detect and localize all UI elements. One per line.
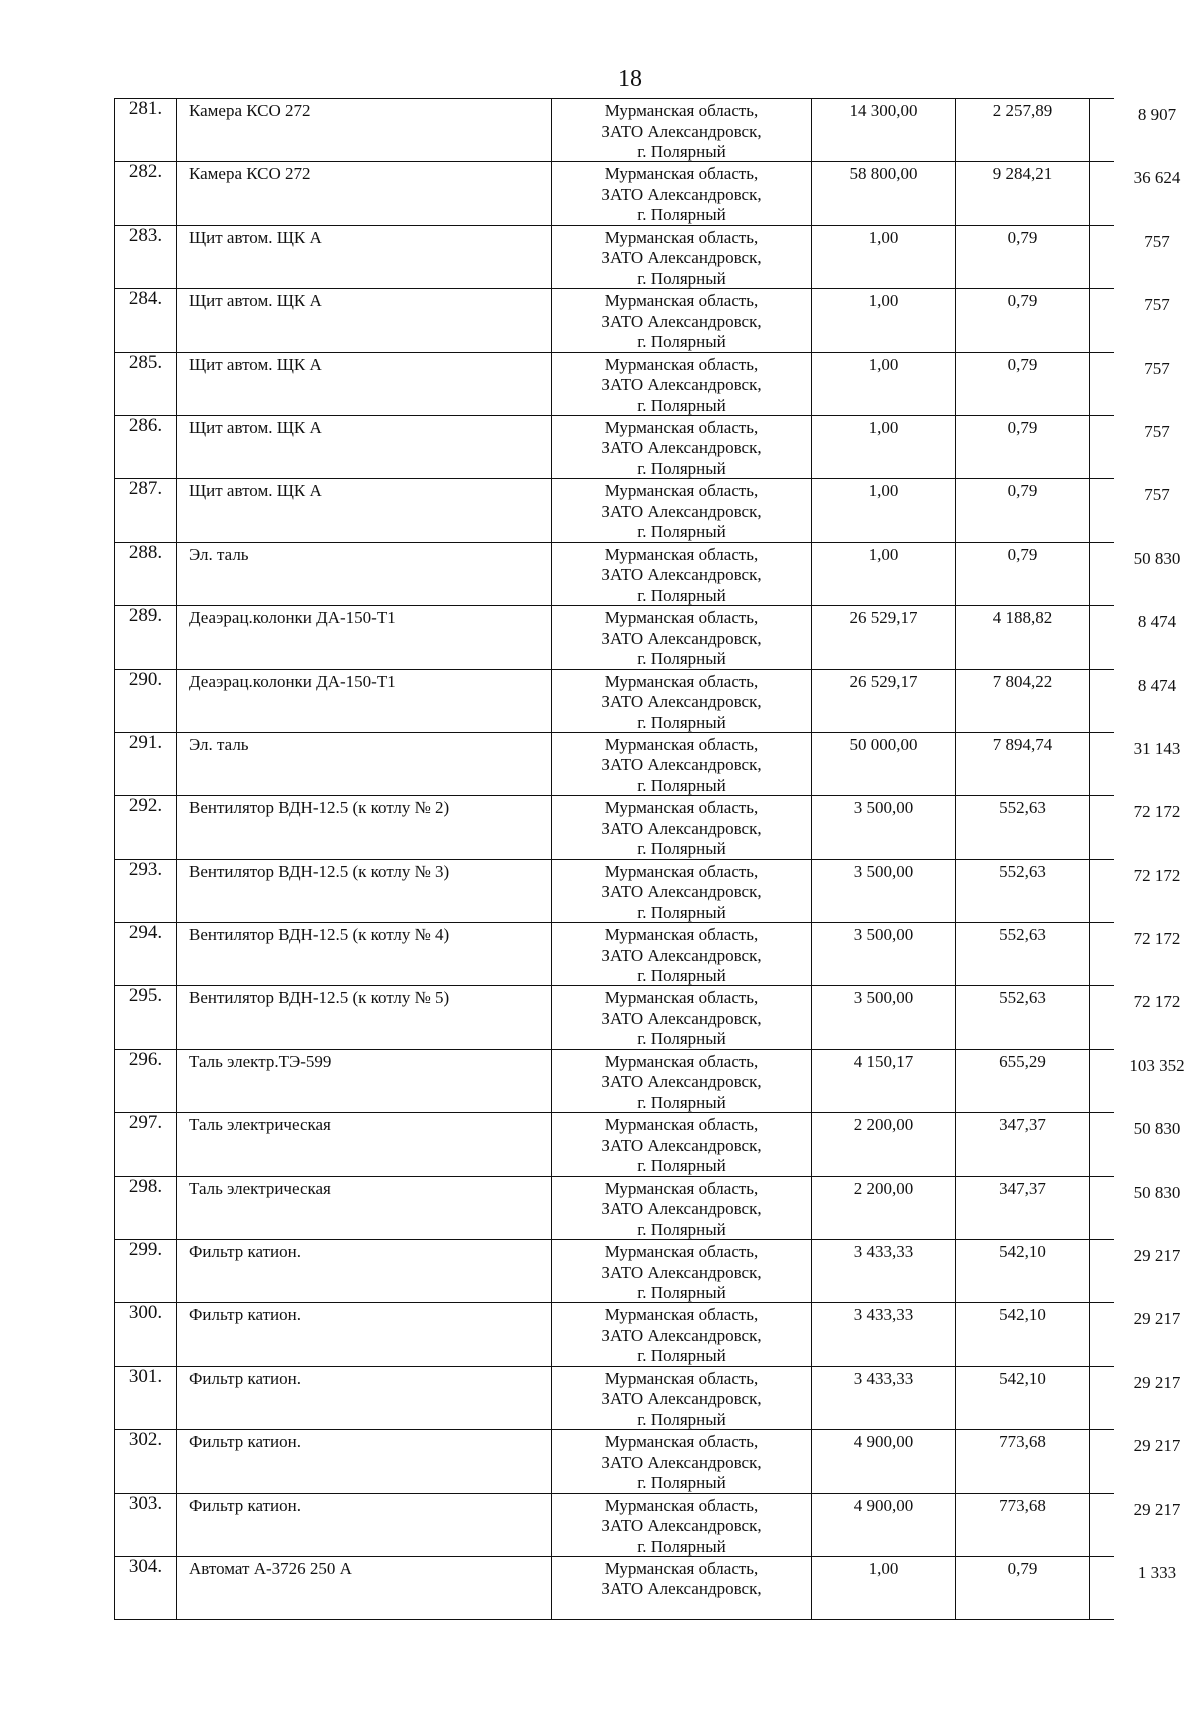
- item-address: [551, 860, 811, 922]
- item-name: Таль электр.ТЭ-599: [176, 1050, 551, 1112]
- value-3: 8 474: [1089, 606, 1200, 668]
- value-2: 9 284,21: [955, 162, 1089, 224]
- address-line: Мурманская область,: [604, 1495, 759, 1515]
- address-line: ЗАТО Александровск,: [601, 438, 762, 458]
- value-1: 1,00: [811, 479, 955, 541]
- address-line: ЗАТО Александровск,: [601, 375, 762, 395]
- value-3: 72 172: [1089, 860, 1200, 922]
- item-address: [551, 226, 811, 288]
- table-row: [114, 605, 1177, 669]
- address-line: г. Полярный: [637, 1346, 726, 1366]
- table-row: [114, 1493, 1181, 1556]
- row-number: 286.: [114, 416, 176, 478]
- address-line: ЗАТО Александровск,: [601, 121, 762, 141]
- item-name: Вентилятор ВДН-12.5 (к котлу № 3): [176, 860, 551, 922]
- row-number: 285.: [114, 353, 176, 415]
- item-address: [551, 1050, 811, 1112]
- value-3: 1 333: [1089, 1557, 1200, 1619]
- table-row: [114, 985, 1181, 1049]
- value-1: 4 900,00: [811, 1430, 955, 1492]
- item-name: Деаэрац.колонки ДА-150-Т1: [176, 670, 551, 732]
- row-number: 295.: [114, 986, 176, 1048]
- value-2: 4 188,82: [955, 606, 1089, 668]
- address-line: Мурманская область,: [604, 925, 759, 945]
- item-name: Камера КСО 272: [176, 162, 551, 224]
- value-2: 0,79: [955, 353, 1089, 415]
- value-2: 552,63: [955, 923, 1089, 985]
- value-1: 3 433,33: [811, 1240, 955, 1302]
- item-name: Фильтр катион.: [176, 1494, 551, 1556]
- row-number: 287.: [114, 479, 176, 541]
- address-line: Мурманская область,: [604, 291, 759, 311]
- value-3: 8 474: [1089, 670, 1200, 732]
- item-address: [551, 416, 811, 478]
- item-name: Щит автом. ЩК А: [176, 226, 551, 288]
- item-address: [551, 289, 811, 351]
- item-address: [551, 796, 811, 858]
- address-line: г. Полярный: [637, 1219, 726, 1239]
- item-name: Таль электрическая: [176, 1113, 551, 1175]
- row-number: 304.: [114, 1557, 176, 1619]
- value-3: 757: [1089, 226, 1200, 288]
- address-line: ЗАТО Александровск,: [601, 692, 762, 712]
- value-2: 542,10: [955, 1240, 1089, 1302]
- value-3: 50 830: [1089, 543, 1200, 605]
- item-name: Эл. таль: [176, 543, 551, 605]
- value-1: 3 500,00: [811, 986, 955, 1048]
- address-line: г. Полярный: [637, 142, 726, 161]
- item-name: Фильтр катион.: [176, 1367, 551, 1429]
- table-row: [114, 1112, 1181, 1176]
- item-address: [551, 1494, 811, 1556]
- value-3: 72 172: [1089, 796, 1200, 858]
- value-1: 3 500,00: [811, 860, 955, 922]
- address-line: г. Полярный: [637, 1156, 726, 1176]
- value-3: 29 217: [1089, 1494, 1200, 1556]
- row-number: 296.: [114, 1050, 176, 1112]
- address-line: ЗАТО Александровск,: [601, 311, 762, 331]
- table-row: [114, 161, 1181, 225]
- value-3: 36 624: [1089, 162, 1200, 224]
- value-1: 26 529,17: [811, 606, 955, 668]
- address-line: ЗАТО Александровск,: [601, 1516, 762, 1536]
- item-address: [551, 353, 811, 415]
- value-2: 0,79: [955, 543, 1089, 605]
- table-row: [114, 1366, 1181, 1429]
- address-line: ЗАТО Александровск,: [601, 1325, 762, 1345]
- address-line: Мурманская область,: [604, 481, 759, 501]
- item-name: Таль электрическая: [176, 1177, 551, 1239]
- table-row: [114, 669, 1177, 732]
- item-name: Камера КСО 272: [176, 99, 551, 161]
- address-line: Мурманская область,: [604, 671, 759, 691]
- table-row: [114, 1049, 1185, 1112]
- item-address: [551, 733, 811, 795]
- address-line: ЗАТО Александровск,: [601, 945, 762, 965]
- row-number: 281.: [114, 99, 176, 161]
- value-2: 0,79: [955, 479, 1089, 541]
- page-number: 18: [618, 66, 642, 92]
- address-line: Мурманская область,: [604, 1305, 759, 1325]
- value-1: 3 500,00: [811, 796, 955, 858]
- address-line: г. Полярный: [637, 712, 726, 732]
- value-3: 31 143: [1089, 733, 1200, 795]
- row-number: 300.: [114, 1303, 176, 1365]
- value-3: 50 830: [1089, 1113, 1200, 1175]
- value-3: 29 217: [1089, 1367, 1200, 1429]
- item-name: Автомат А-3726 250 А: [176, 1557, 551, 1619]
- table-row: [114, 225, 1170, 288]
- address-line: ЗАТО Александровск,: [601, 1389, 762, 1409]
- table-row: [114, 922, 1181, 986]
- asset-table: [114, 98, 1185, 1620]
- address-line: Мурманская область,: [604, 1115, 759, 1135]
- value-3: 8 907: [1089, 99, 1200, 161]
- item-address: [551, 1367, 811, 1429]
- value-1: 1,00: [811, 353, 955, 415]
- address-line: Мурманская область,: [604, 164, 759, 184]
- table-row: [114, 352, 1170, 415]
- address-line: ЗАТО Александровск,: [601, 1008, 762, 1028]
- address-line: Мурманская область,: [604, 734, 759, 754]
- address-line: ЗАТО Александровск,: [601, 501, 762, 521]
- item-address: [551, 1303, 811, 1365]
- value-3: 29 217: [1089, 1240, 1200, 1302]
- address-line: ЗАТО Александровск,: [601, 565, 762, 585]
- address-line: г. Полярный: [637, 1409, 726, 1429]
- item-name: Вентилятор ВДН-12.5 (к котлу № 5): [176, 986, 551, 1048]
- value-1: 14 300,00: [811, 99, 955, 161]
- value-2: 0,79: [955, 289, 1089, 351]
- value-1: 58 800,00: [811, 162, 955, 224]
- address-line: г. Полярный: [637, 205, 726, 225]
- value-1: 1,00: [811, 1557, 955, 1619]
- address-line: Мурманская область,: [604, 1558, 759, 1578]
- item-address: [551, 162, 811, 224]
- address-line: Мурманская область,: [604, 798, 759, 818]
- value-2: 0,79: [955, 416, 1089, 478]
- row-number: 283.: [114, 226, 176, 288]
- item-name: Щит автом. ЩК А: [176, 416, 551, 478]
- address-line: г. Полярный: [637, 1283, 726, 1303]
- table-row: [114, 1239, 1181, 1303]
- address-line: г. Полярный: [637, 775, 726, 795]
- address-line: г. Полярный: [637, 1473, 726, 1493]
- value-3: 757: [1089, 353, 1200, 415]
- address-line: г. Полярный: [637, 395, 726, 415]
- address-line: Мурманская область,: [604, 1178, 759, 1198]
- row-number: 289.: [114, 606, 176, 668]
- address-line: Мурманская область,: [604, 861, 759, 881]
- row-number: 288.: [114, 543, 176, 605]
- address-line: Мурманская область,: [604, 417, 759, 437]
- value-2: 7 804,22: [955, 670, 1089, 732]
- row-number: 282.: [114, 162, 176, 224]
- address-line: г. Полярный: [637, 839, 726, 859]
- value-1: 1,00: [811, 226, 955, 288]
- address-line: Мурманская область,: [604, 1432, 759, 1452]
- address-line: г. Полярный: [637, 585, 726, 605]
- value-2: 655,29: [955, 1050, 1089, 1112]
- item-name: Щит автом. ЩК А: [176, 289, 551, 351]
- value-1: 1,00: [811, 416, 955, 478]
- item-name: Вентилятор ВДН-12.5 (к котлу № 2): [176, 796, 551, 858]
- value-1: 26 529,17: [811, 670, 955, 732]
- address-line: г. Полярный: [637, 1029, 726, 1049]
- address-line: Мурманская область,: [604, 101, 759, 120]
- value-2: 7 894,74: [955, 733, 1089, 795]
- value-3: 757: [1089, 416, 1200, 478]
- value-2: 347,37: [955, 1113, 1089, 1175]
- address-line: ЗАТО Александровск,: [601, 248, 762, 268]
- item-name: Вентилятор ВДН-12.5 (к котлу № 4): [176, 923, 551, 985]
- value-1: 1,00: [811, 543, 955, 605]
- address-line: ЗАТО Александровск,: [601, 184, 762, 204]
- value-2: 347,37: [955, 1177, 1089, 1239]
- table-row: [114, 415, 1170, 478]
- value-3: 757: [1089, 289, 1200, 351]
- row-number: 303.: [114, 1494, 176, 1556]
- row-number: 297.: [114, 1113, 176, 1175]
- value-3: 29 217: [1089, 1303, 1200, 1365]
- table-row: [114, 542, 1181, 605]
- address-line: Мурманская область,: [604, 354, 759, 374]
- address-line: ЗАТО Александровск,: [601, 1262, 762, 1282]
- value-3: 103 352: [1089, 1050, 1200, 1112]
- address-line: ЗАТО Александровск,: [601, 1579, 762, 1599]
- address-line: г. Полярный: [637, 1092, 726, 1112]
- table-row: [114, 1429, 1181, 1493]
- address-line: ЗАТО Александровск,: [601, 882, 762, 902]
- value-2: 542,10: [955, 1303, 1089, 1365]
- address-line: ЗАТО Александровск,: [601, 1452, 762, 1472]
- address-line: ЗАТО Александровск,: [601, 1135, 762, 1155]
- item-name: Эл. таль: [176, 733, 551, 795]
- value-2: 552,63: [955, 986, 1089, 1048]
- item-address: [551, 543, 811, 605]
- value-3: 50 830: [1089, 1177, 1200, 1239]
- item-address: [551, 923, 811, 985]
- value-1: 1,00: [811, 289, 955, 351]
- value-3: 757: [1089, 479, 1200, 541]
- row-number: 294.: [114, 923, 176, 985]
- item-address: [551, 1557, 811, 1619]
- address-line: ЗАТО Александровск,: [601, 628, 762, 648]
- address-line: Мурманская область,: [604, 608, 759, 628]
- item-address: [551, 1430, 811, 1492]
- item-address: [551, 1240, 811, 1302]
- address-line: Мурманская область,: [604, 988, 759, 1008]
- item-address: [551, 1177, 811, 1239]
- value-1: 3 433,33: [811, 1367, 955, 1429]
- table-row: [114, 1176, 1181, 1239]
- address-line: ЗАТО Александровск,: [601, 1072, 762, 1092]
- value-2: 0,79: [955, 226, 1089, 288]
- item-address: [551, 670, 811, 732]
- value-2: 552,63: [955, 796, 1089, 858]
- item-address: [551, 479, 811, 541]
- table-row: [114, 1302, 1181, 1366]
- table-row: [114, 478, 1170, 542]
- value-2: 773,68: [955, 1430, 1089, 1492]
- row-number: 298.: [114, 1177, 176, 1239]
- item-address: [551, 606, 811, 668]
- value-2: 773,68: [955, 1494, 1089, 1556]
- item-name: Деаэрац.колонки ДА-150-Т1: [176, 606, 551, 668]
- address-line: ЗАТО Александровск,: [601, 818, 762, 838]
- value-2: 552,63: [955, 860, 1089, 922]
- value-1: 4 150,17: [811, 1050, 955, 1112]
- item-address: [551, 99, 811, 161]
- value-1: 50 000,00: [811, 733, 955, 795]
- table-row: [114, 1556, 1177, 1620]
- address-line: г. Полярный: [637, 966, 726, 986]
- item-address: [551, 1113, 811, 1175]
- table-row: [114, 98, 1177, 161]
- value-2: 542,10: [955, 1367, 1089, 1429]
- value-1: 3 433,33: [811, 1303, 955, 1365]
- address-line: Мурманская область,: [604, 544, 759, 564]
- address-line: г. Полярный: [637, 902, 726, 922]
- value-2: 0,79: [955, 1557, 1089, 1619]
- value-2: 2 257,89: [955, 99, 1089, 161]
- value-1: 2 200,00: [811, 1113, 955, 1175]
- row-number: 291.: [114, 733, 176, 795]
- value-3: 29 217: [1089, 1430, 1200, 1492]
- value-3: 72 172: [1089, 923, 1200, 985]
- address-line: г. Полярный: [637, 1536, 726, 1556]
- address-line: г. Полярный: [637, 268, 726, 288]
- value-1: 2 200,00: [811, 1177, 955, 1239]
- item-name: Щит автом. ЩК А: [176, 353, 551, 415]
- address-line: г. Полярный: [637, 649, 726, 669]
- item-name: Щит автом. ЩК А: [176, 479, 551, 541]
- row-number: 302.: [114, 1430, 176, 1492]
- address-line: ЗАТО Александровск,: [601, 755, 762, 775]
- address-line: г. Полярный: [637, 332, 726, 352]
- row-number: 293.: [114, 860, 176, 922]
- value-1: 3 500,00: [811, 923, 955, 985]
- row-number: 284.: [114, 289, 176, 351]
- table-row: [114, 288, 1170, 352]
- address-line: Мурманская область,: [604, 1051, 759, 1071]
- table-row: [114, 732, 1181, 795]
- address-line: г. Полярный: [637, 522, 726, 542]
- address-line: Мурманская область,: [604, 1368, 759, 1388]
- item-name: Фильтр катион.: [176, 1240, 551, 1302]
- item-address: [551, 986, 811, 1048]
- address-line: Мурманская область,: [604, 1242, 759, 1262]
- address-line: Мурманская область,: [604, 227, 759, 247]
- row-number: 299.: [114, 1240, 176, 1302]
- value-3: 72 172: [1089, 986, 1200, 1048]
- table-row: [114, 795, 1181, 859]
- row-number: 292.: [114, 796, 176, 858]
- row-number: 301.: [114, 1367, 176, 1429]
- table-row: [114, 859, 1181, 922]
- value-1: 4 900,00: [811, 1494, 955, 1556]
- address-line: ЗАТО Александровск,: [601, 1199, 762, 1219]
- item-name: Фильтр катион.: [176, 1430, 551, 1492]
- address-line: г. Полярный: [637, 458, 726, 478]
- row-number: 290.: [114, 670, 176, 732]
- item-name: Фильтр катион.: [176, 1303, 551, 1365]
